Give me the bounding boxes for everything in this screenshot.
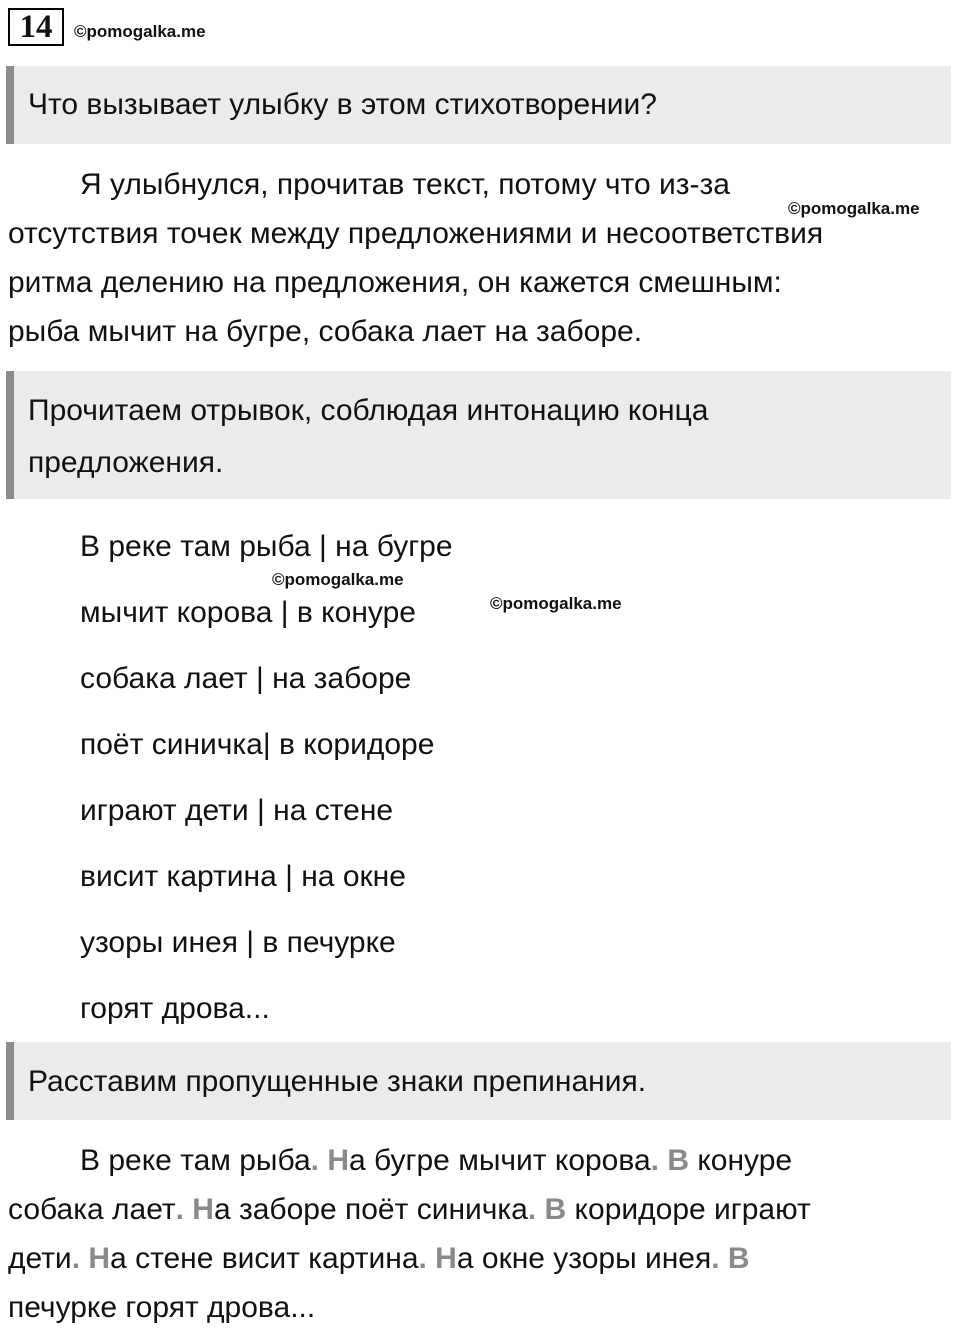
question-box-2 xyxy=(6,371,951,499)
poem-excerpt xyxy=(80,514,453,1042)
inserted-punctuation: . В xyxy=(711,1242,750,1275)
answer-1-watermark: ©pomogalka.me xyxy=(788,199,920,218)
poem-line: висит картина | на окне xyxy=(80,860,406,893)
answer-text: коридоре играют xyxy=(566,1193,811,1226)
answer-text: В реке там рыба xyxy=(80,1144,311,1177)
poem-watermark-a: ©pomogalka.me xyxy=(272,570,404,589)
answer-1-line-4: рыба мычит на бугре, собака лает на заборе. xyxy=(8,315,643,348)
poem-line: собака лает | на заборе xyxy=(80,662,412,695)
inserted-punctuation: . Н xyxy=(310,1144,350,1177)
inserted-punctuation: . В xyxy=(527,1193,567,1226)
poem-line: В реке там рыба | на бугре xyxy=(80,530,453,563)
answer-3-line-4 xyxy=(8,1283,943,1332)
answer-3-line-2 xyxy=(8,1185,943,1234)
answer-text: а заборе поёт синичка xyxy=(213,1193,528,1226)
answer-paragraph-1 xyxy=(8,160,943,356)
answer-1-line-1: Я улыбнулся, прочитав текст, потому что из-за xyxy=(80,168,730,201)
answer-text: собака лает xyxy=(8,1193,176,1226)
question-2-line-2: предложения. xyxy=(28,446,224,479)
page-number: 14 xyxy=(8,8,64,46)
poem-watermark-b: ©pomogalka.me xyxy=(490,594,622,613)
answer-paragraph-3 xyxy=(8,1136,943,1332)
question-2-line-1: Прочитаем отрывок, соблюдая интонацию конца xyxy=(28,394,709,427)
answer-3-line-3 xyxy=(8,1234,943,1283)
answer-text: печурке горят дрова... xyxy=(8,1291,316,1324)
poem-line: горят дрова... xyxy=(80,992,270,1025)
answer-1-line-2: отсутствия точек между предложениями и несоответствия xyxy=(8,217,824,250)
answer-1-line-3: ритма делению на предложения, он кажется смешным: xyxy=(8,266,782,299)
answer-text: конуре xyxy=(689,1144,793,1177)
inserted-punctuation: . Н xyxy=(175,1193,214,1226)
question-box-3 xyxy=(6,1042,951,1120)
inserted-punctuation: . Н xyxy=(71,1242,111,1275)
question-3-text: Расставим пропущенные знаки препинания. xyxy=(28,1065,647,1098)
answer-text: а окне узоры инея xyxy=(456,1242,712,1275)
answer-text: а стене висит картина xyxy=(110,1242,419,1275)
question-1-text: Что вызывает улыбку в этом стихотворении? xyxy=(28,88,657,121)
answer-text: дети xyxy=(8,1242,72,1275)
poem-line: играют дети | на стене xyxy=(80,794,394,827)
answer-3-line-1 xyxy=(8,1136,943,1185)
answer-text: а бугре мычит корова xyxy=(349,1144,651,1177)
poem-line: узоры инея | в печурке xyxy=(80,926,396,959)
header-watermark: ©pomogalka.me xyxy=(74,22,206,41)
poem-line: поёт синичка| в коридоре xyxy=(80,728,435,761)
inserted-punctuation: . Н xyxy=(418,1242,457,1275)
question-box-1 xyxy=(6,66,951,144)
inserted-punctuation: . В xyxy=(650,1144,689,1177)
poem-line: мычит корова | в конуре xyxy=(80,596,416,629)
